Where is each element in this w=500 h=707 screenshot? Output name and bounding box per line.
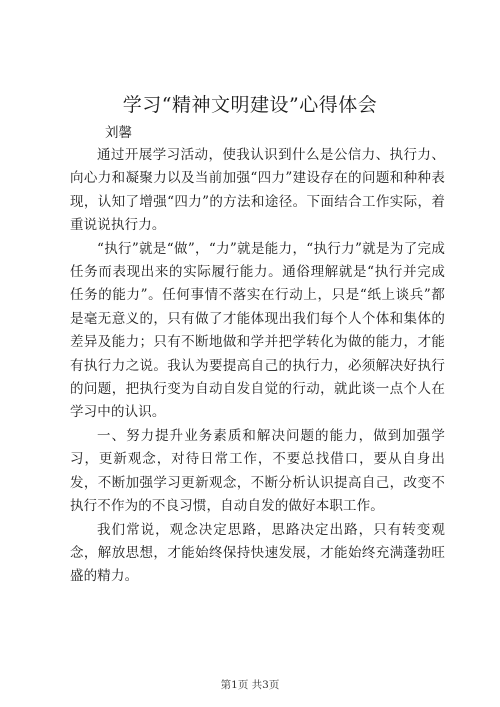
document-title: 学习“精神文明建设”心得体会 bbox=[122, 94, 378, 116]
page-footer: 第1页 共3页 bbox=[220, 679, 280, 691]
paragraph-3: 一、努力提升业务素质和解决问题的能力，做到加强学习，更新观念，对待日常工作，不要总找借口，要从自身出发，不断加强学习更新观念，不断分析认识提高自己，改变不执行不作为的不良习惯，自动自发的做好本职工作。 bbox=[70, 427, 445, 515]
document-body bbox=[70, 144, 445, 589]
paragraph-4: 我们常说，观念决定思路，思路决定出路，只有转变观念，解放思想，才能始终保持快速发展，才能始终充满蓬勃旺盛的精力。 bbox=[70, 521, 445, 585]
paragraph-2: “执行”就是“做”，“力”就是能力，“执行力”就是为了完成任务而表现出来的实际履行能力。通俗理解就是“执行并完成任务的能力”。任何事情不落实在行动上，只是“纸上谈兵”都是毫无意义的，只有做了才能体现出我们每个人个体和集体的差异及能力；只有不断地做和学并把学转化为做的能力，才能有执行力之说。我认为要提高自己的执行力，必须解决好执行的问题，把执行变为自动自发自觉的行动，就此谈一点个人在学习中的认识。 bbox=[70, 240, 445, 421]
document-author: 刘馨 bbox=[105, 125, 132, 141]
paragraph-1: 通过开展学习活动，使我认识到什么是公信力、执行力、向心力和凝聚力以及当前加强“四力”建设存在的问题和种种表现，认知了增强“四力”的方法和途径。下面结合工作实际，着重说说执行力。 bbox=[70, 147, 445, 234]
